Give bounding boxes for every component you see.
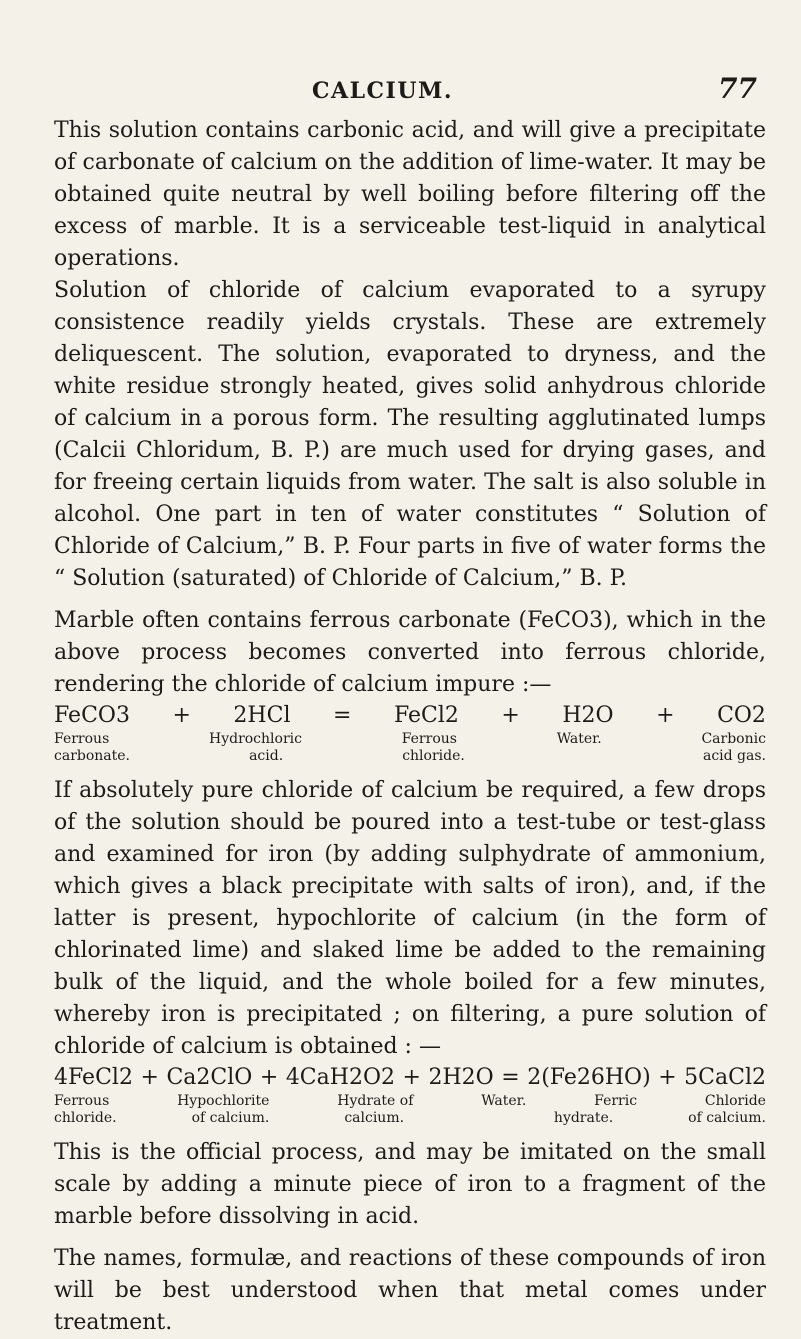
paragraph-lime-water: This solution contains carbonic acid, and will give a precipitate of carbonate of calcium on the addition of lime-water. It may be obtained quite neutral by well boiling before filtering off the excess of marble. It is a serviceable test-liquid in analytical operations.	[54, 118, 766, 271]
equation-formula	[54, 1063, 766, 1093]
eq2-term: +	[259, 1065, 279, 1090]
eq1-name: Water.	[556, 731, 602, 747]
eq2-name: of calcium.	[191, 1110, 270, 1126]
eq2-name: Hydrate of	[337, 1093, 414, 1109]
eq1-name: carbonate.	[54, 748, 130, 764]
eq2-term: 2H2O	[428, 1065, 494, 1090]
eq2-term: +	[658, 1065, 677, 1090]
eq2-term: 2(Fe26HO)	[527, 1065, 651, 1090]
eq2-name: calcium.	[344, 1110, 405, 1126]
eq1-term: +	[656, 703, 675, 728]
eq2-name: Hypochlorite	[177, 1093, 270, 1109]
eq1-name: Ferrous	[54, 731, 110, 747]
page-number: 77	[718, 72, 757, 105]
equation-formula	[54, 701, 766, 731]
eq2-name: chloride.	[54, 1110, 117, 1126]
equation-names	[54, 731, 766, 748]
page-body	[54, 115, 766, 1339]
eq2-term: +	[402, 1065, 421, 1090]
eq2-name: of calcium.	[688, 1110, 766, 1126]
eq1-name: chloride.	[402, 748, 465, 764]
paragraph-iron-compounds: The names, formulæ, and reactions of these compounds of iron will be best understood when that metal comes under treatment.	[54, 1246, 766, 1335]
equation-iron-precipitation	[54, 1063, 766, 1127]
eq2-term: +	[140, 1065, 159, 1090]
eq1-term: +	[172, 703, 191, 728]
eq2-term: 4FeCl2	[54, 1065, 133, 1090]
eq2-name: hydrate.	[553, 1110, 614, 1126]
paragraph-official-process: This is the official process, and may be imitated on the small scale by adding a minute piece of iron to a fragment of the marble before dissolving in acid.	[54, 1140, 766, 1229]
eq1-name: Hydrochloric	[208, 731, 302, 747]
running-title: CALCIUM.	[312, 78, 454, 104]
equation-ferrous-carbonate	[54, 701, 766, 765]
eq2-name: Ferric	[594, 1093, 638, 1109]
eq1-term: H2O	[562, 703, 614, 728]
paragraph-pure-chloride: If absolutely pure chloride of calcium be required, a few drops of the solution should be poured into a test-tube or test-glass and examined for iron (by adding sulphydrate of ammonium, which gives a black precipitate with salts of iron), and, if the latter is present, hypochlorite of calcium (in the form of chlorinated lime) and slaked lime be added to the remaining bulk of the liquid, and the whole boiled for a few minutes, whereby iron is precipitated ; on filtering, a pure solution of chloride of calcium is obtained : —	[54, 778, 766, 1059]
paragraph-ferrous-carbonate: Marble often contains ferrous carbonate (FeCO3), which in the above process becomes converted into ferrous chloride, rendering the chloride of calcium impure :—	[54, 608, 766, 697]
eq1-term: 2HCl	[233, 703, 291, 728]
eq1-name: acid.	[249, 748, 284, 764]
eq2-term: Ca2ClO	[166, 1065, 253, 1090]
eq1-name: acid gas.	[702, 748, 766, 764]
equation-names	[54, 1093, 766, 1110]
equation-names	[54, 748, 766, 765]
eq2-term: 4CaH2O2	[285, 1065, 395, 1090]
equation-names	[54, 1110, 766, 1127]
eq2-name: Chloride	[704, 1093, 766, 1109]
paragraph-chloride-solution: Solution of chloride of calcium evaporated to a syrupy consistence readily yields crystals. These are extremely deliquescent. The solution, evaporated to dryness, and the white residue strongly heated, gives solid anhydrous chloride of calcium in a porous form. The resulting agglutinated lumps (Calcii Chloridum, B. P.) are much used for drying gases, and for freeing certain liquids from water. The salt is also soluble in alcohol. One part in ten of water constitutes “ Solution of Chloride of Calcium,” B. P. Four parts in five of water forms the “ Solution (saturated) of Chloride of Calcium,” B. P.	[54, 278, 766, 591]
eq1-name: Carbonic	[701, 731, 766, 747]
eq1-term: FeCl2	[393, 703, 459, 728]
eq1-term: =	[333, 703, 352, 728]
running-header	[0, 72, 801, 108]
eq2-name: Water.	[481, 1093, 527, 1109]
eq1-term: CO2	[717, 703, 766, 728]
eq2-name: Ferrous	[54, 1093, 110, 1109]
eq1-name: Ferrous	[401, 731, 457, 747]
eq2-term: 5CaCl2	[684, 1065, 766, 1090]
eq1-term: +	[501, 703, 520, 728]
eq1-term: FeCO3	[54, 703, 130, 728]
eq2-term: =	[501, 1065, 520, 1090]
